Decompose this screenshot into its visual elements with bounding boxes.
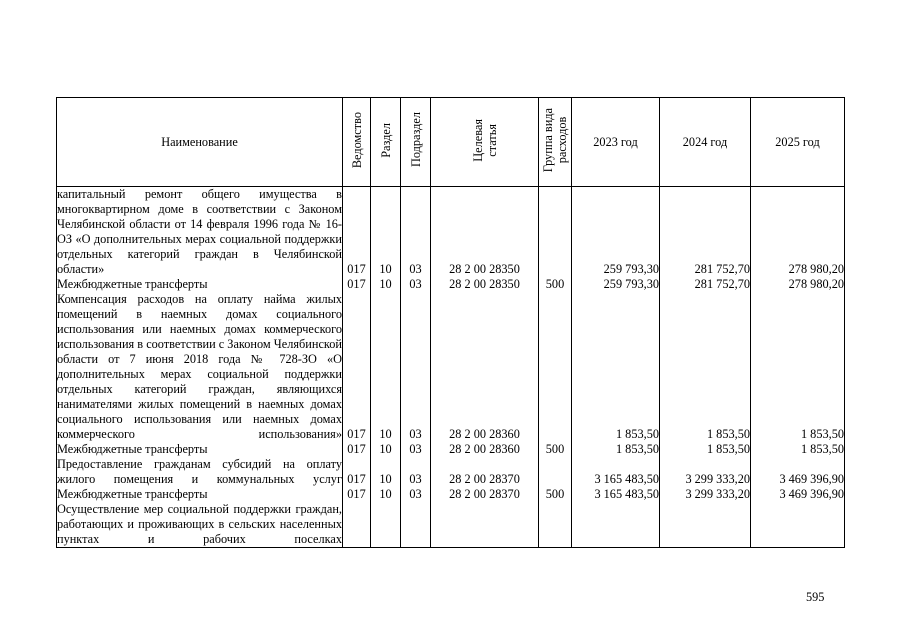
- row-podrazdel: 03: [401, 292, 431, 442]
- row-razdel: 10: [371, 292, 401, 442]
- row-2025: [751, 502, 845, 548]
- row-name: Осуществление мер социальной поддержки граждан, работающих и проживающих в сельских населенных пунктах и рабочих поселках: [57, 502, 342, 546]
- row-podrazdel: 03: [401, 277, 431, 292]
- row-vedomstvo: 017: [343, 187, 371, 278]
- row-vedomstvo: 017: [343, 457, 371, 487]
- row-razdel: 10: [371, 187, 401, 278]
- row-razdel: 10: [371, 442, 401, 457]
- header-name: Наименование: [57, 98, 343, 187]
- row-2023: 3 165 483,50: [572, 487, 660, 502]
- row-2025: 3 469 396,90: [751, 487, 845, 502]
- row-celevaya-statya: 28 2 00 28350: [431, 187, 539, 278]
- row-2025: 1 853,50: [751, 292, 845, 442]
- row-vedomstvo: 017: [343, 277, 371, 292]
- row-2024: 1 853,50: [660, 442, 751, 457]
- row-2023: 259 793,30: [572, 187, 660, 278]
- table-row: [57, 187, 845, 278]
- row-razdel: 10: [371, 277, 401, 292]
- row-podrazdel: 03: [401, 487, 431, 502]
- row-2024: [660, 502, 751, 548]
- row-celevaya-statya: 28 2 00 28360: [431, 442, 539, 457]
- row-2023: 1 853,50: [572, 292, 660, 442]
- header-2024: 2024 год: [660, 98, 751, 187]
- table-row: [57, 487, 845, 502]
- row-2023: 3 165 483,50: [572, 457, 660, 487]
- row-celevaya-statya: 28 2 00 28350: [431, 277, 539, 292]
- row-vedomstvo: [343, 502, 371, 548]
- header-vedomstvo: Ведомство: [343, 98, 371, 187]
- row-celevaya-statya: [431, 502, 539, 548]
- row-podrazdel: [401, 502, 431, 548]
- row-2023: 1 853,50: [572, 442, 660, 457]
- row-celevaya-statya: 28 2 00 28370: [431, 457, 539, 487]
- row-razdel: 10: [371, 487, 401, 502]
- page-number: 595: [806, 590, 825, 604]
- row-gruppa: [539, 502, 572, 548]
- row-2023: [572, 502, 660, 548]
- row-vedomstvo: 017: [343, 442, 371, 457]
- row-2025: 278 980,20: [751, 187, 845, 278]
- row-gruppa: [539, 457, 572, 487]
- row-2025: 278 980,20: [751, 277, 845, 292]
- table-row: [57, 277, 845, 292]
- header-razdel: Раздел: [371, 98, 401, 187]
- row-name: Межбюджетные трансферты: [57, 442, 343, 457]
- row-name: Компенсация расходов на оплату найма жилых помещений в наемных домах социального использования или наемных домах коммерческого использования в соответствии с Законом Челябинской области от 7 июня 2018 года № 728-ЗО «О дополнительных мерах социальной поддержки отдельных категорий граждан, являющихся нанимателями жилых помещений в наемных домах социального использования или наемных домах коммерческого использования»: [57, 292, 342, 441]
- row-celevaya-statya: 28 2 00 28370: [431, 487, 539, 502]
- row-2024: 3 299 333,20: [660, 487, 751, 502]
- row-2024: 281 752,70: [660, 277, 751, 292]
- row-2025: 1 853,50: [751, 442, 845, 457]
- row-name: Межбюджетные трансферты: [57, 277, 343, 292]
- row-celevaya-statya: 28 2 00 28360: [431, 292, 539, 442]
- row-gruppa: 500: [539, 487, 572, 502]
- header-gruppa-vida-rashodov: Группа вида расходов: [539, 98, 572, 187]
- row-2024: 281 752,70: [660, 187, 751, 278]
- header-celevaya-statya: Целевая статья: [431, 98, 539, 187]
- row-vedomstvo: 017: [343, 292, 371, 442]
- row-podrazdel: 03: [401, 457, 431, 487]
- row-2024: 3 299 333,20: [660, 457, 751, 487]
- table-row: [57, 502, 845, 548]
- row-razdel: [371, 502, 401, 548]
- header-podrazdel: Подраздел: [401, 98, 431, 187]
- header-row: [57, 98, 845, 187]
- row-gruppa: 500: [539, 442, 572, 457]
- header-2023: 2023 год: [572, 98, 660, 187]
- row-name: Предоставление гражданам субсидий на оплату жилого помещения и коммунальных услуг: [57, 457, 342, 486]
- row-razdel: 10: [371, 457, 401, 487]
- row-2023: 259 793,30: [572, 277, 660, 292]
- row-gruppa: [539, 187, 572, 278]
- row-name: капитальный ремонт общего имущества в многоквартирном доме в соответствии с Законом Челябинской области от 14 февраля 1996 года № 16-ОЗ «О дополнительных мерах социальной поддержки отдельных категорий граждан в Челябинской области»: [57, 187, 342, 276]
- row-gruppa: [539, 292, 572, 442]
- table-row: [57, 457, 845, 487]
- table-row: [57, 442, 845, 457]
- row-gruppa: 500: [539, 277, 572, 292]
- row-vedomstvo: 017: [343, 487, 371, 502]
- row-2025: 3 469 396,90: [751, 457, 845, 487]
- budget-table: [56, 97, 845, 548]
- row-podrazdel: 03: [401, 442, 431, 457]
- row-2024: 1 853,50: [660, 292, 751, 442]
- header-2025: 2025 год: [751, 98, 845, 187]
- table-row: [57, 292, 845, 442]
- row-podrazdel: 03: [401, 187, 431, 278]
- row-name: Межбюджетные трансферты: [57, 487, 343, 502]
